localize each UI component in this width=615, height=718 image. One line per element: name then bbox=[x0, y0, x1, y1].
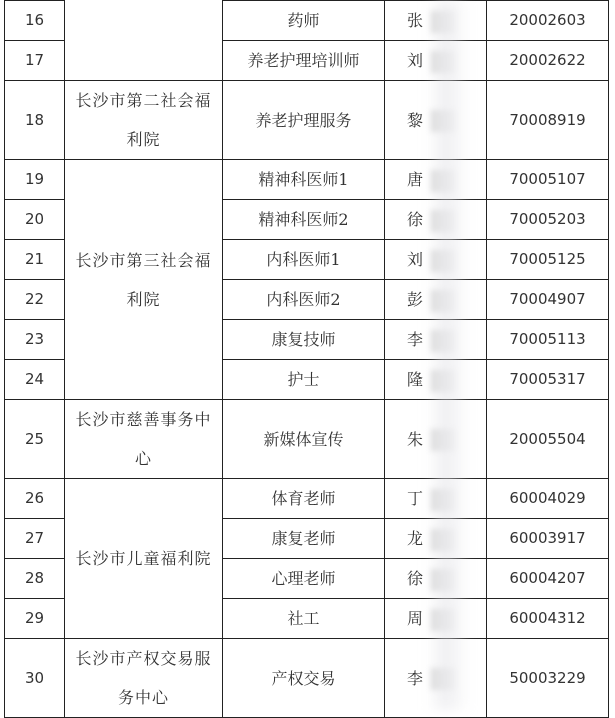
code-cell: 20002622 bbox=[487, 41, 609, 81]
redaction-blur bbox=[431, 569, 455, 591]
row-number: 29 bbox=[5, 599, 65, 639]
name-cell bbox=[385, 200, 487, 240]
name-surname: 丁 bbox=[407, 489, 424, 508]
results-table bbox=[4, 0, 609, 718]
position-cell: 康复老师 bbox=[223, 519, 385, 559]
row-number: 27 bbox=[5, 519, 65, 559]
row-number: 21 bbox=[5, 240, 65, 280]
name-surname: 周 bbox=[407, 609, 424, 628]
org-cell bbox=[65, 0, 223, 81]
row-number: 24 bbox=[5, 360, 65, 400]
code-cell: 70005203 bbox=[487, 200, 609, 240]
name-surname: 朱 bbox=[407, 429, 424, 449]
code-cell: 60004029 bbox=[487, 479, 609, 519]
code-cell: 70004907 bbox=[487, 280, 609, 320]
org-cell: 长沙市第二社会福利院 bbox=[65, 81, 223, 160]
org-cell: 长沙市慈善事务中心 bbox=[65, 400, 223, 479]
table-row bbox=[5, 400, 609, 479]
name-cell bbox=[385, 280, 487, 320]
code-cell: 20002603 bbox=[487, 1, 609, 41]
code-cell: 70005113 bbox=[487, 320, 609, 360]
redaction-blur bbox=[431, 609, 455, 631]
code-cell: 70005317 bbox=[487, 360, 609, 400]
name-cell bbox=[385, 559, 487, 599]
name-surname: 徐 bbox=[407, 569, 424, 588]
code-cell: 60003917 bbox=[487, 519, 609, 559]
org-name bbox=[118, 0, 169, 1]
code-cell: 60004207 bbox=[487, 559, 609, 599]
position-cell: 养老护理服务 bbox=[223, 81, 385, 160]
row-number: 28 bbox=[5, 559, 65, 599]
redaction-blur bbox=[431, 489, 455, 511]
name-surname: 徐 bbox=[407, 210, 424, 229]
redaction-blur bbox=[431, 668, 455, 690]
position-cell: 新媒体宣传 bbox=[223, 400, 385, 479]
org-cell: 长沙市第三社会福利院 bbox=[65, 160, 223, 400]
position-cell: 养老护理培训师 bbox=[223, 41, 385, 81]
name-surname: 龙 bbox=[407, 529, 424, 548]
name-surname: 彭 bbox=[407, 290, 424, 309]
code-cell: 70005107 bbox=[487, 160, 609, 200]
position-cell: 精神科医师2 bbox=[223, 200, 385, 240]
code-cell: 50003229 bbox=[487, 639, 609, 718]
code-cell: 70008919 bbox=[487, 81, 609, 160]
redaction-blur bbox=[431, 250, 455, 272]
redaction-blur bbox=[431, 210, 455, 232]
position-cell: 药师 bbox=[223, 1, 385, 41]
row-number: 19 bbox=[5, 160, 65, 200]
name-cell bbox=[385, 160, 487, 200]
row-number: 18 bbox=[5, 81, 65, 160]
position-cell: 社工 bbox=[223, 599, 385, 639]
redaction-blur bbox=[431, 110, 455, 132]
redaction-blur bbox=[431, 529, 455, 551]
row-number: 30 bbox=[5, 639, 65, 718]
table-row bbox=[5, 639, 609, 718]
org-cell: 长沙市产权交易服务中心 bbox=[65, 639, 223, 718]
row-number: 20 bbox=[5, 200, 65, 240]
name-surname: 黎 bbox=[407, 110, 424, 130]
name-cell bbox=[385, 639, 487, 718]
position-cell: 体育老师 bbox=[223, 479, 385, 519]
position-cell: 内科医师1 bbox=[223, 240, 385, 280]
name-cell bbox=[385, 320, 487, 360]
name-cell bbox=[385, 360, 487, 400]
row-number: 16 bbox=[5, 1, 65, 41]
name-cell bbox=[385, 519, 487, 559]
code-cell: 20005504 bbox=[487, 400, 609, 479]
code-cell: 70005125 bbox=[487, 240, 609, 280]
name-surname: 张 bbox=[407, 11, 424, 30]
redaction-blur bbox=[431, 429, 455, 451]
redaction-blur bbox=[431, 51, 455, 73]
position-cell: 心理老师 bbox=[223, 559, 385, 599]
row-number: 25 bbox=[5, 400, 65, 479]
table-row bbox=[5, 479, 609, 519]
redaction-blur bbox=[431, 170, 455, 192]
row-number: 22 bbox=[5, 280, 65, 320]
position-cell: 护士 bbox=[223, 360, 385, 400]
redaction-blur bbox=[431, 370, 455, 392]
redaction-blur bbox=[431, 290, 455, 312]
code-cell: 60004312 bbox=[487, 599, 609, 639]
redaction-blur bbox=[431, 11, 455, 33]
name-surname: 李 bbox=[407, 330, 424, 349]
position-cell: 内科医师2 bbox=[223, 280, 385, 320]
position-cell: 产权交易 bbox=[223, 639, 385, 718]
position-cell: 精神科医师1 bbox=[223, 160, 385, 200]
name-surname: 刘 bbox=[407, 250, 424, 269]
row-number: 23 bbox=[5, 320, 65, 360]
name-surname: 隆 bbox=[407, 370, 424, 389]
name-cell bbox=[385, 599, 487, 639]
name-cell bbox=[385, 41, 487, 81]
table-row bbox=[5, 160, 609, 200]
name-cell bbox=[385, 479, 487, 519]
name-surname: 唐 bbox=[407, 170, 424, 189]
row-number: 17 bbox=[5, 41, 65, 81]
name-surname: 李 bbox=[407, 668, 424, 688]
redaction-blur bbox=[431, 330, 455, 352]
name-cell bbox=[385, 400, 487, 479]
org-cell: 长沙市儿童福利院 bbox=[65, 479, 223, 639]
name-cell bbox=[385, 240, 487, 280]
name-cell bbox=[385, 81, 487, 160]
table-row bbox=[5, 81, 609, 160]
position-cell: 康复技师 bbox=[223, 320, 385, 360]
name-cell bbox=[385, 1, 487, 41]
row-number: 26 bbox=[5, 479, 65, 519]
name-surname: 刘 bbox=[407, 51, 424, 70]
